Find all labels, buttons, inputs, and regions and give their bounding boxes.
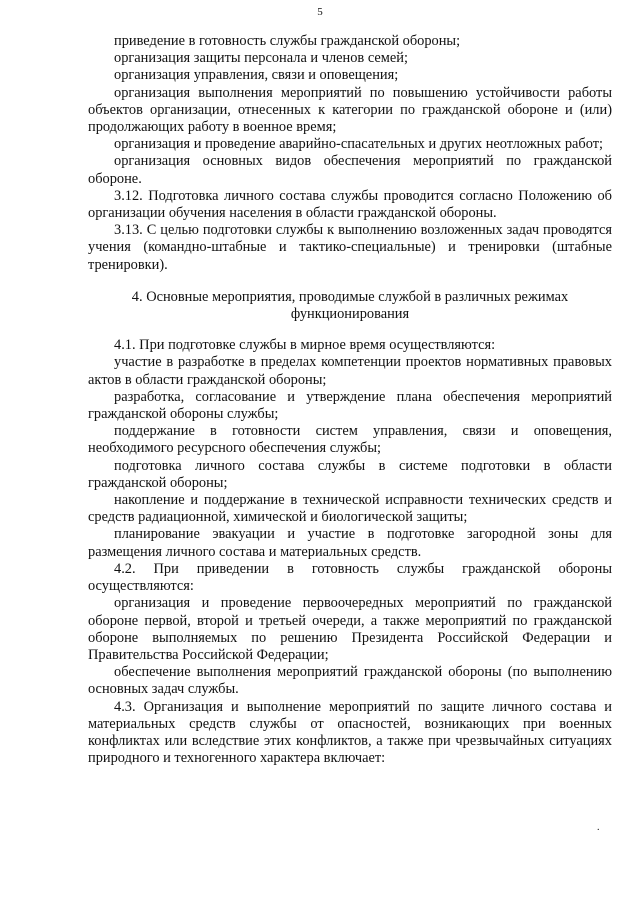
paragraph-legal-acts: участие в разработке в пределах компетенции проектов нормативных правовых актов в области гражданской обороны; <box>88 354 612 388</box>
paragraph-rescue-works: организация и проведение аварийно-спасательных и других неотложных работ; <box>114 136 604 153</box>
paragraph-support-types: организация основных видов обеспечения мероприятий по гражданской обороне. <box>88 153 612 187</box>
paragraph-plan-development: разработка, согласование и утверждение плана обеспечения мероприятий гражданской обороны службы; <box>88 388 612 423</box>
paragraph-priority-measures: организация и проведение первоочередных мероприятий по гражданской обороне первой, второй и третьей очереди, а также мероприятий по гражданской обороне выполняемых по решению Президента Российской Федерации и Правительства Российской Федерации; <box>88 595 612 663</box>
paragraph-readiness: приведение в готовность службы гражданской обороны; <box>114 33 461 49</box>
paragraph-personnel-training: подготовка личного состава службы в системе подготовки в области гражданской обороны; <box>88 457 612 491</box>
paragraph-equipment-maintenance: накопление и поддержание в технической исправности технических средств и средств радиационной, химической и биологической защиты; <box>88 492 612 526</box>
page-number: 5 <box>317 6 323 18</box>
paragraph-stability-measures: организация выполнения мероприятий по повышению устойчивости работы объектов организации, отнесенных к категории по гражданской обороне и (или) продолжающих работу в военное время; <box>88 84 612 136</box>
paragraph-personnel-protection: организация защиты персонала и членов семей; <box>114 50 408 67</box>
paragraph-3-13: 3.13. С целью подготовки службы к выполнению возложенных задач проводятся учения (командно-штабные и тактико-специальные) и тренировки (штабные тренировки). <box>88 222 612 273</box>
document-body <box>88 33 612 767</box>
paragraph-3-12: 3.12. Подготовка личного состава службы проводится согласно Положению об организации обучения населения в области гражданской обороны. <box>88 187 612 222</box>
paragraph-ensure-execution: обеспечение выполнения мероприятий гражданской обороны (по выполнению основных задач службы. <box>88 664 612 698</box>
paragraph-management-communication: организация управления, связи и оповещения; <box>114 67 399 84</box>
paragraph-systems-readiness: поддержание в готовности систем управления, связи и оповещения, необходимого ресурсного обеспечения службы; <box>88 423 612 457</box>
paragraph-4-2: 4.2. При приведении в готовность службы гражданской обороны осуществляются: <box>88 560 612 595</box>
footer-mark: . <box>597 822 600 833</box>
paragraph-4-3: 4.3. Организация и выполнение мероприятий по защите личного состава и материальных средств службы от опасностей, возникающих при военных конфликтах или вследствие этих конфликтов, а также при чрезвычайных ситуациях природного и техногенного характера включает: <box>88 698 612 767</box>
paragraph-4-1: 4.1. При подготовке службы в мирное время осуществляются: <box>114 337 496 354</box>
paragraph-evacuation-planning: планирование эвакуации и участие в подготовке загородной зоны для размещения личного состава и материальных средств. <box>88 526 612 560</box>
section-heading: 4. Основные мероприятия, проводимые службой в различных режимах функционирования <box>131 288 569 323</box>
